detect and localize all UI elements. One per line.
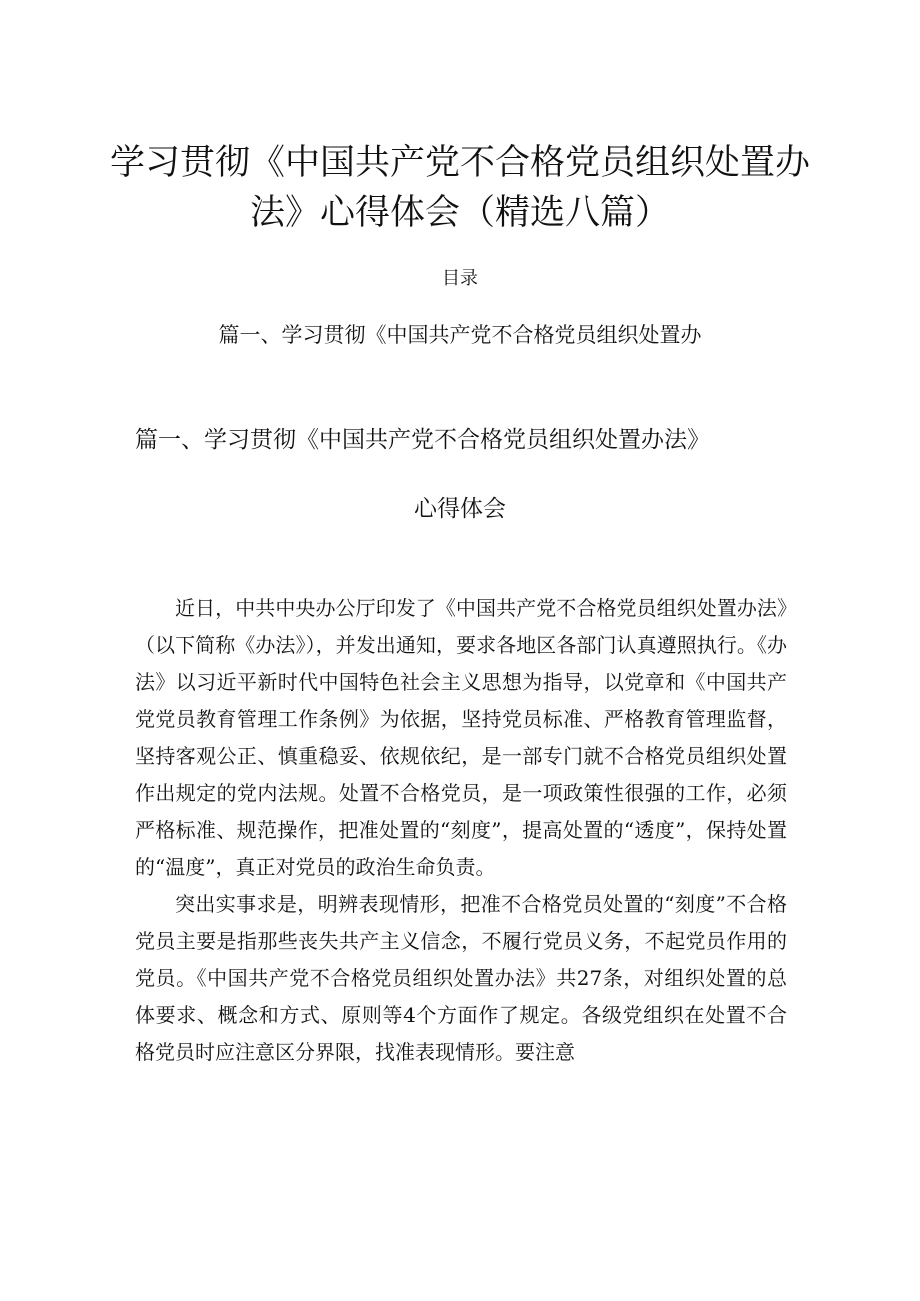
paragraph-1: 近日，中共中央办公厅印发了《中国共产党不合格党员组织处置办法》（以下简称《办法》），并发出通知，要求各地区各部门认真遵照执行。《办法》以习近平新时代中国特色社会主义思想为指导，以党章和《中国共产党党员教育管理工作条例》为依据，坚持党员标准、严格教育管理监督，坚持客观公正、慎重稳妥、依规依纪，是一部专门就不合格党员组织处置作出规定的党内法规。处置不合格党员，是一项政策性很强的工作，必须严格标准、规范操作，把准处置的“刻度”，提高处置的“透度”，保持处置的“温度”，真正对党员的政治生命负责。 — [135, 596, 787, 879]
toc-entry-1[interactable]: 篇一、学习贯彻《中国共产党不合格党员组织处置办 — [218, 323, 702, 347]
toc-heading: 目录 — [442, 268, 478, 289]
paragraph-2: 突出实事求是，明辨表现情形，把准不合格党员处置的“刻度”不合格党员主要是指那些丧失共产主义信念，不履行党员义务，不起党员作用的党员。《中国共产党不合格党员组织处置办法》共27条，对组织处置的总体要求、概念和方式、原则等4个方面作了规定。各级党组织在处置不合格党员时应注意区分界限，找准表现情形。要注意 — [135, 892, 787, 1064]
section-subtitle: 心得体会 — [414, 496, 506, 522]
body-text — [135, 590, 787, 1071]
section-title: 篇一、学习贯彻《中国共产党不合格党员组织处置办法》 — [135, 427, 710, 453]
document-title: 学习贯彻《中国共产党不合格党员组织处置办法》心得体会（精选八篇） — [109, 143, 810, 233]
